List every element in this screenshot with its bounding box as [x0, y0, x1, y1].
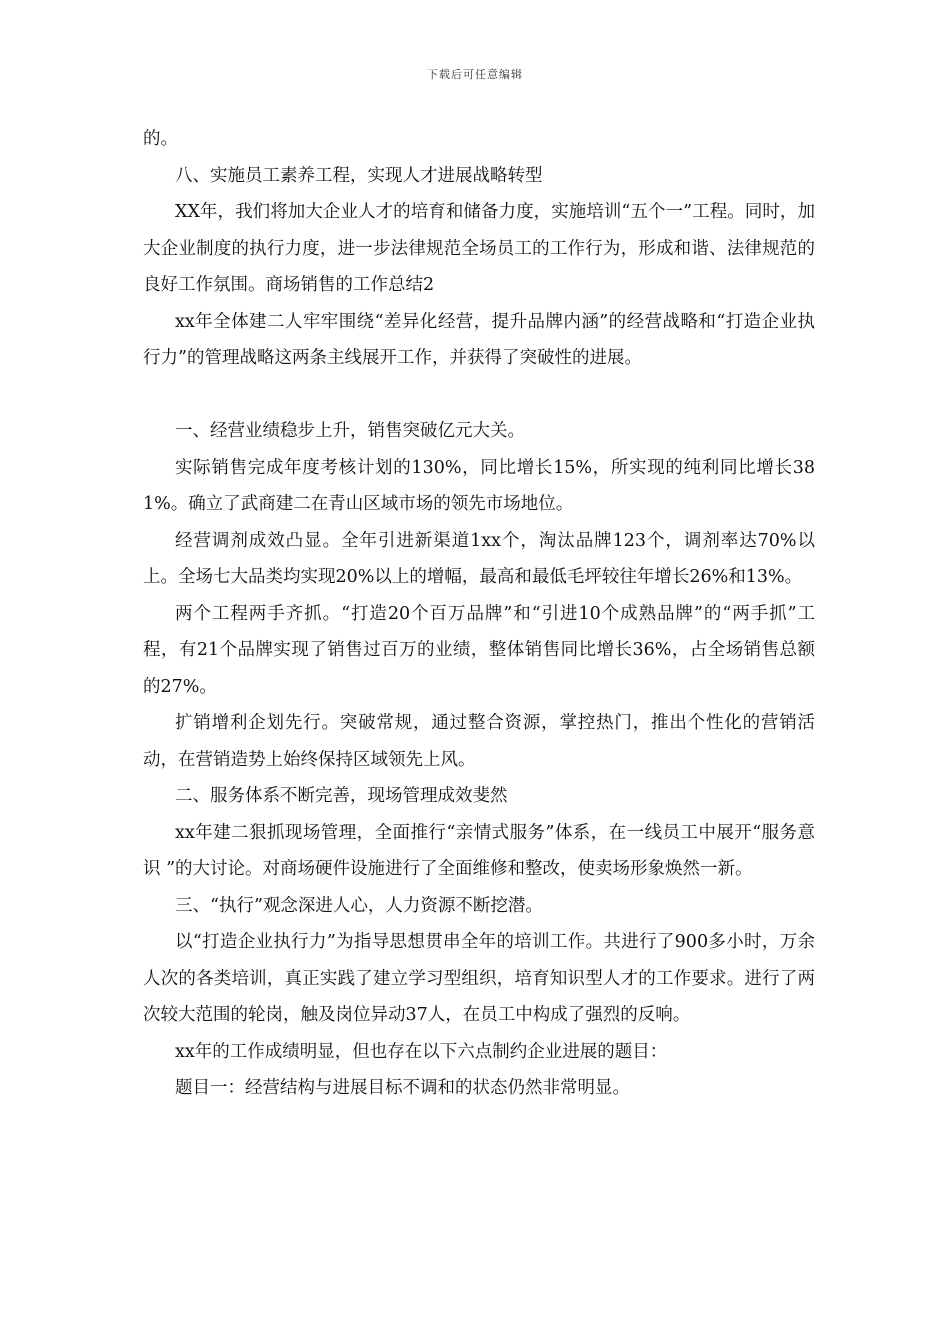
page-header-note: 下载后可任意编辑	[427, 68, 523, 81]
paragraph-training-plan: XX年，我们将加大企业人才的培育和储备力度，实施培训“五个一”工程。同时，加大企业制度的执行力度，进一步法律规范全场员工的工作行为，形成和谐、法律规范的良好工作氛围。商场销售的工作总结2	[143, 202, 815, 295]
paragraph-two-projects: 两个工程两手齐抓。“打造20个百万品牌”和“引进10个成熟品牌”的“两手抓”工程，有21个品牌实现了销售过百万的业绩，整体销售同比增长36%，占全场销售总额的27%。	[143, 603, 815, 697]
paragraph-site-management: xx年建二狠抓现场管理，全面推行“亲情式服务”体系，在一线员工中展开“服务意识 ”的大讨论。对商场硬件设施进行了全面维修和整改，使卖场形象焕然一新。	[143, 822, 815, 879]
document-body	[143, 121, 815, 1107]
paragraph-problem-1: 题目一：经营结构与进展目标不调和的状态仍然非常明显。	[175, 1078, 630, 1098]
section-heading-2: 二、服务体系不断完善，现场管理成效斐然	[175, 786, 508, 806]
section-heading-1: 一、经营业绩稳步上升，销售突破亿元大关。	[175, 421, 525, 441]
paragraph-continuation: 的。	[143, 129, 178, 149]
blank-line	[143, 377, 815, 414]
section-heading-8: 八、实施员工素养工程，实现人才进展战略转型	[175, 165, 543, 186]
paragraph-promotion-planning: 扩销增利企划先行。突破常规，通过整合资源，掌控热门，推出个性化的营销活动，在营销造势上始终保持区域领先上风。	[143, 713, 815, 770]
paragraph-problems-intro: xx年的工作成绩明显，但也存在以下六点制约企业进展的题目：	[175, 1041, 668, 1062]
section-heading-3: 三、“执行”观念深进人心，人力资源不断挖潜。	[175, 895, 543, 916]
paragraph-training-work: 以“打造企业执行力”为指导思想贯串全年的培训工作。共进行了900多小时，万余人次的各类培训，真正实践了建立学习型组织，培育知识型人才的工作要求。进行了两次较大范围的轮岗，触及岗位异动37人，在员工中构成了强烈的反响。	[143, 932, 815, 1025]
paragraph-business-adjustment: 经营调剂成效凸显。全年引进新渠道1xx个，淘汰品牌123个，调剂率达70%以上。全场七大品类均实现20%以上的增幅，最高和最低毛坪较往年增长26%和13%。	[143, 530, 815, 587]
paragraph-sales-performance: 实际销售完成年度考核计划的130%，同比增长15%，所实现的纯利同比增长381%。确立了武商建二在青山区域市场的领先市场地位。	[143, 457, 815, 514]
paragraph-summary-intro: xx年全体建二人牢牢围绕“差异化经营，提升品牌内涵”的经营战略和“打造企业执行力”的管理战略这两条主线展开工作，并获得了突破性的进展。	[143, 311, 815, 368]
